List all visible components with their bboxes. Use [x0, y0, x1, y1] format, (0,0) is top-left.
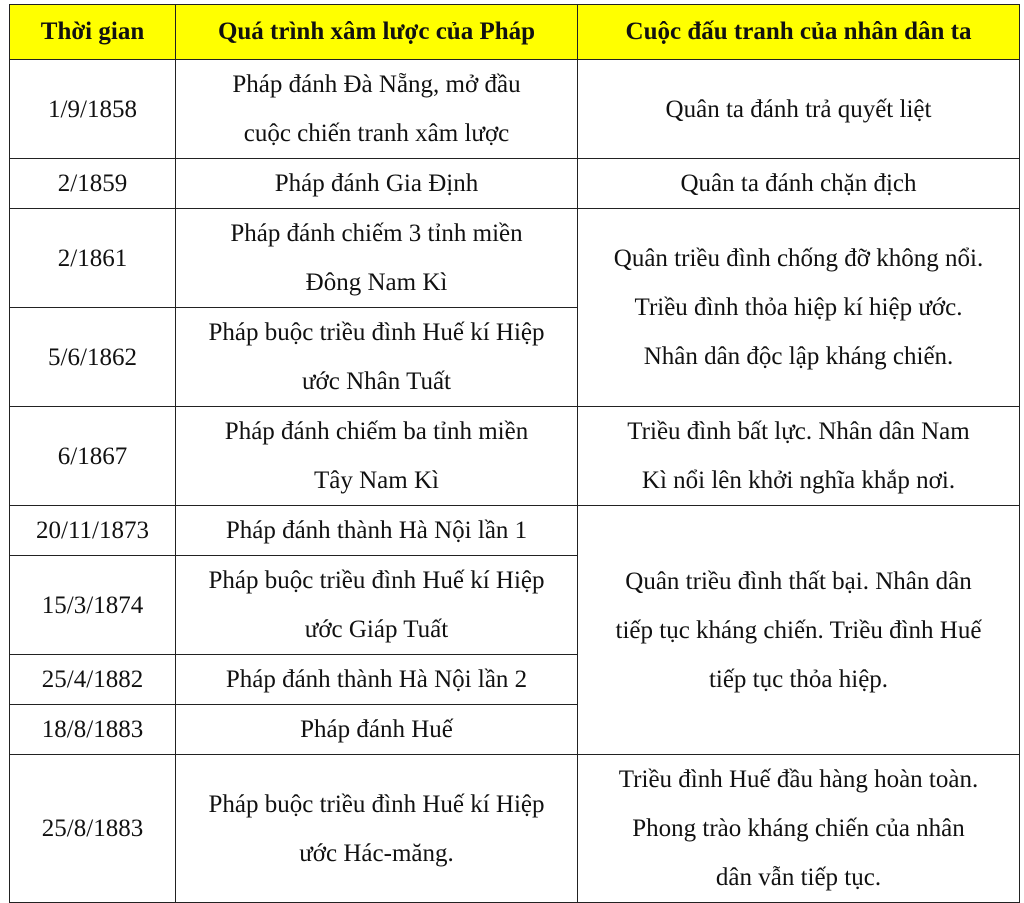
table-row [10, 60, 1020, 159]
time-cell: 18/8/1883 [10, 705, 176, 755]
resistance-cell: Triều đình Huế đầu hàng hoàn toàn. Phong trào kháng chiến của nhân dân vẫn tiếp tục. [578, 755, 1020, 903]
resistance-cell: Quân triều đình chống đỡ không nổi. Triều đình thỏa hiệp kí hiệp ước. Nhân dân độc lập kháng chiến. [578, 209, 1020, 407]
time-cell: 5/6/1862 [10, 308, 176, 407]
invasion-cell: Pháp đánh Đà Nẵng, mở đầu cuộc chiến tranh xâm lược [176, 60, 578, 159]
header-resistance: Cuộc đấu tranh của nhân dân ta [578, 5, 1020, 60]
time-cell: 15/3/1874 [10, 556, 176, 655]
time-cell: 2/1859 [10, 159, 176, 209]
time-cell: 6/1867 [10, 407, 176, 506]
header-row [10, 5, 1020, 60]
resistance-cell: Quân ta đánh trả quyết liệt [578, 60, 1020, 159]
time-cell: 2/1861 [10, 209, 176, 308]
invasion-cell: Pháp đánh chiếm ba tỉnh miền Tây Nam Kì [176, 407, 578, 506]
time-cell: 20/11/1873 [10, 506, 176, 556]
table-row [10, 407, 1020, 506]
invasion-cell: Pháp đánh Huế [176, 705, 578, 755]
resistance-cell: Quân ta đánh chặn địch [578, 159, 1020, 209]
invasion-cell: Pháp buộc triều đình Huế kí Hiệp ước Hác-măng. [176, 755, 578, 903]
invasion-cell: Pháp đánh thành Hà Nội lần 2 [176, 655, 578, 705]
invasion-cell: Pháp đánh Gia Định [176, 159, 578, 209]
time-cell: 25/8/1883 [10, 755, 176, 903]
resistance-cell: Quân triều đình thất bại. Nhân dân tiếp tục kháng chiến. Triều đình Huế tiếp tục thỏa hiệp. [578, 506, 1020, 755]
invasion-cell: Pháp đánh chiếm 3 tỉnh miền Đông Nam Kì [176, 209, 578, 308]
table-row [10, 209, 1020, 308]
history-table [9, 4, 1020, 903]
table-row [10, 755, 1020, 903]
resistance-cell: Triều đình bất lực. Nhân dân Nam Kì nổi lên khởi nghĩa khắp nơi. [578, 407, 1020, 506]
table-row [10, 159, 1020, 209]
table-row [10, 506, 1020, 556]
time-cell: 25/4/1882 [10, 655, 176, 705]
header-french-invasion: Quá trình xâm lược của Pháp [176, 5, 578, 60]
time-cell: 1/9/1858 [10, 60, 176, 159]
invasion-cell: Pháp đánh thành Hà Nội lần 1 [176, 506, 578, 556]
invasion-cell: Pháp buộc triều đình Huế kí Hiệp ước Giáp Tuất [176, 556, 578, 655]
header-time: Thời gian [10, 5, 176, 60]
invasion-cell: Pháp buộc triều đình Huế kí Hiệp ước Nhân Tuất [176, 308, 578, 407]
